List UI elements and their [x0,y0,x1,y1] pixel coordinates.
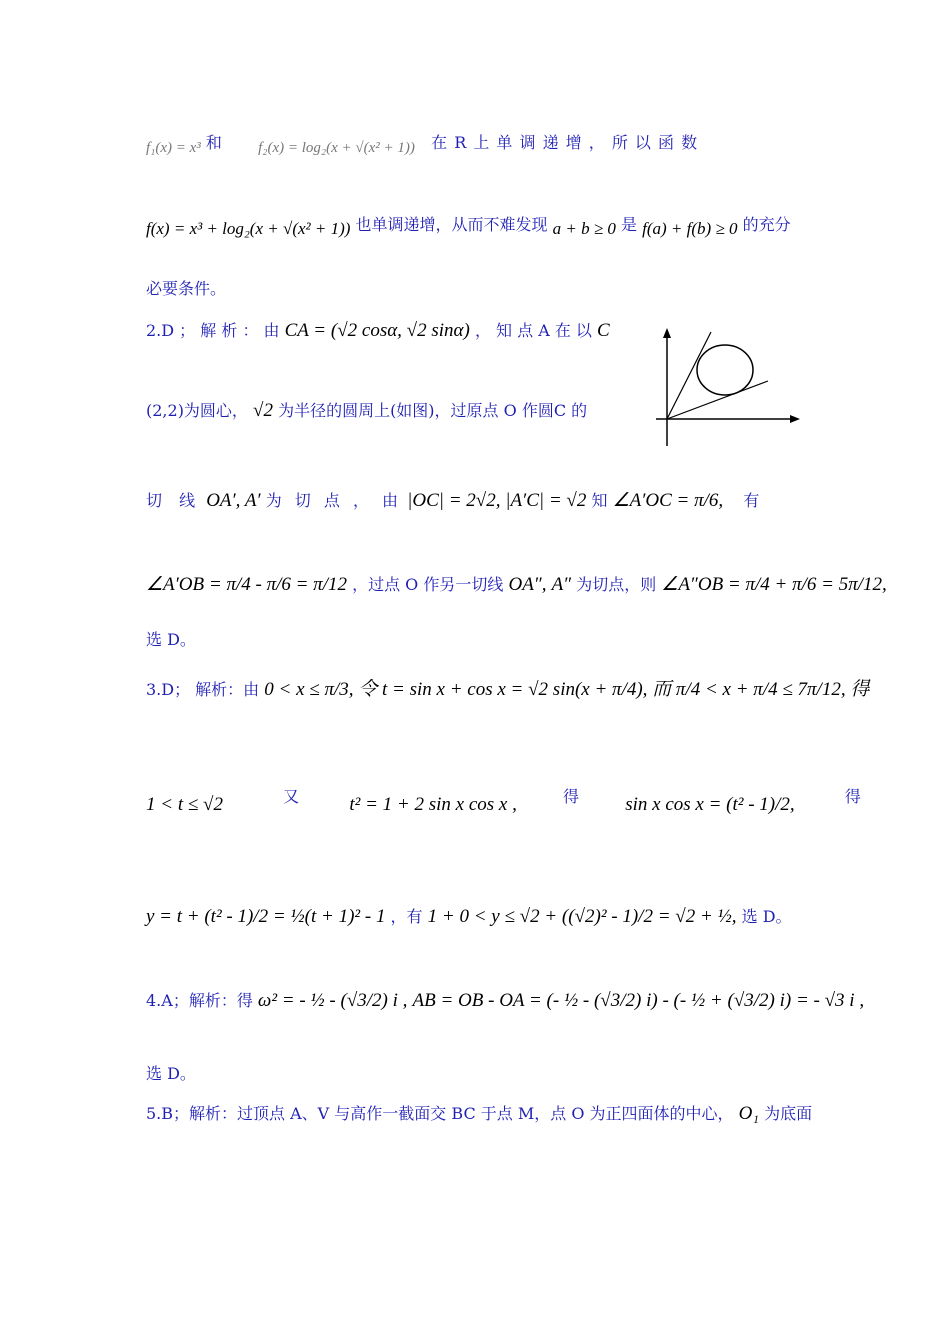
line-14 [146,1101,812,1125]
line-2 [146,212,791,239]
math-f: f(x) = x³ + log₂(x + √(x² + 1)) [146,219,351,238]
math-angle-AOB: ∠A′OB = π/4 - π/6 = π/12 [146,574,347,595]
line-3 [146,276,226,299]
text-also-2: 又 [283,787,300,806]
math-CA: CA = (√2 cosα, √2 sinα) [284,320,470,341]
math-A2: A″ [551,574,572,595]
circle-c [697,345,753,395]
text-center: (2,2)为圆心， [146,401,248,420]
line-8 [146,627,196,650]
text-sufficient: 的充分 [742,215,791,234]
math-t-range: 1 < t ≤ √2 [146,794,223,815]
line-12 [146,988,864,1012]
text-q5-start: 5.B；解析：过顶点 A、V 与高作一截面交 BC 于点 M，点 O 为正四面体的中心， [146,1104,734,1123]
line-7 [146,572,887,596]
text-choose-d-1: 选 D。 [146,630,196,649]
math-f2: f₂(x) = log₂(x + √(x² + 1)) [258,140,415,156]
math-C: C [597,320,610,341]
text-necessary: 必要条件。 [146,279,227,298]
math-fafb: f(a) + f(b) ≥ 0 [642,219,738,238]
text-q3-start: 3.D； 解析：由 [146,680,260,699]
line-5 [146,398,587,422]
text-choose-d-3: 选 D。 [146,1064,196,1083]
line-4 [146,318,610,342]
text-monotone: 在 R 上 单 调 递 增 ， 所 以 函 数 [431,133,699,152]
text-know-A: ， 知 点 A 在 以 [474,321,592,340]
math-f1: f₁(x) = x³ [146,140,201,156]
line-6 [146,488,759,512]
text-have: 有 [743,491,760,510]
math-y-range: 1 + 0 < y ≤ √2 + ((√2)² - 1)/2 = √2 + ½, [427,906,737,927]
line-13 [146,1061,196,1084]
circle-tangent-figure [636,326,806,450]
math-O1: O₁ [738,1103,759,1124]
math-ab: a + b ≥ 0 [552,219,616,238]
math-y-expr: y = t + (t² - 1)/2 = ½(t + 1)² - 1 [146,906,386,927]
text-he: 和 [205,133,222,152]
math-q3-t: 0 < x ≤ π/3, 令 t = sin x + cos x = √2 sin(x + π/4), 而 π/4 < x + π/4 ≤ 7π/12, 得 [264,679,870,700]
math-angle-A2OB: ∠A″OB = π/4 + π/6 = 5π/12, [661,574,887,595]
text-get-2: 得 [844,787,861,806]
text-know: 知 [591,491,608,510]
line-1 [146,130,698,157]
text-q4-start: 4.A；解析：得 [146,991,253,1010]
math-OA: OA′, A′ [206,490,261,511]
text-tangent-then: 为切点，则 [576,575,657,594]
math-OA2: OA″, [508,574,547,595]
math-sinxcosx: sin x cos x = (t² - 1)/2, [625,794,795,815]
text-radius: 为半径的圆周上(如图)，过原点 O 作圆C 的 [278,401,588,420]
math-omega: ω² = - ½ - (√3/2) i , [257,990,408,1011]
line-9 [146,674,869,701]
math-AB: AB = OB - OA = (- ½ - (√3/2) i) - (- ½ + (√3/2) i) = - √3 i , [412,990,865,1011]
x-axis-arrow [790,415,800,423]
text-bottom-face: 为底面 [764,1104,813,1123]
text-q2-start: 2.D ； 解 析 ： 由 [146,321,280,340]
tangent-line-1 [667,332,711,419]
line-11 [146,904,792,928]
text-choose-d-2: 选 D。 [741,907,792,926]
y-axis-arrow [663,328,671,338]
line-10 [146,784,861,816]
text-have-2: ，有 [390,907,423,926]
math-angle-AOC: ∠A′OC = π/6, [612,490,724,511]
tangent-line-2 [667,381,768,419]
math-OC: |OC| = 2√2, |A′C| = √2 [407,490,587,511]
math-t-squared: t² = 1 + 2 sin x cos x , [349,794,517,815]
text-tangent-point: 为 切 点 ， 由 [265,491,403,510]
text-another-tangent: ，过点 O 作另一切线 [352,575,504,594]
text-tangent: 切 线 [146,491,202,510]
text-is: 是 [621,215,638,234]
text-get-1: 得 [563,787,580,806]
text-also: 也单调递增，从而不难发现 [355,215,548,234]
math-sqrt2: √2 [253,400,273,421]
